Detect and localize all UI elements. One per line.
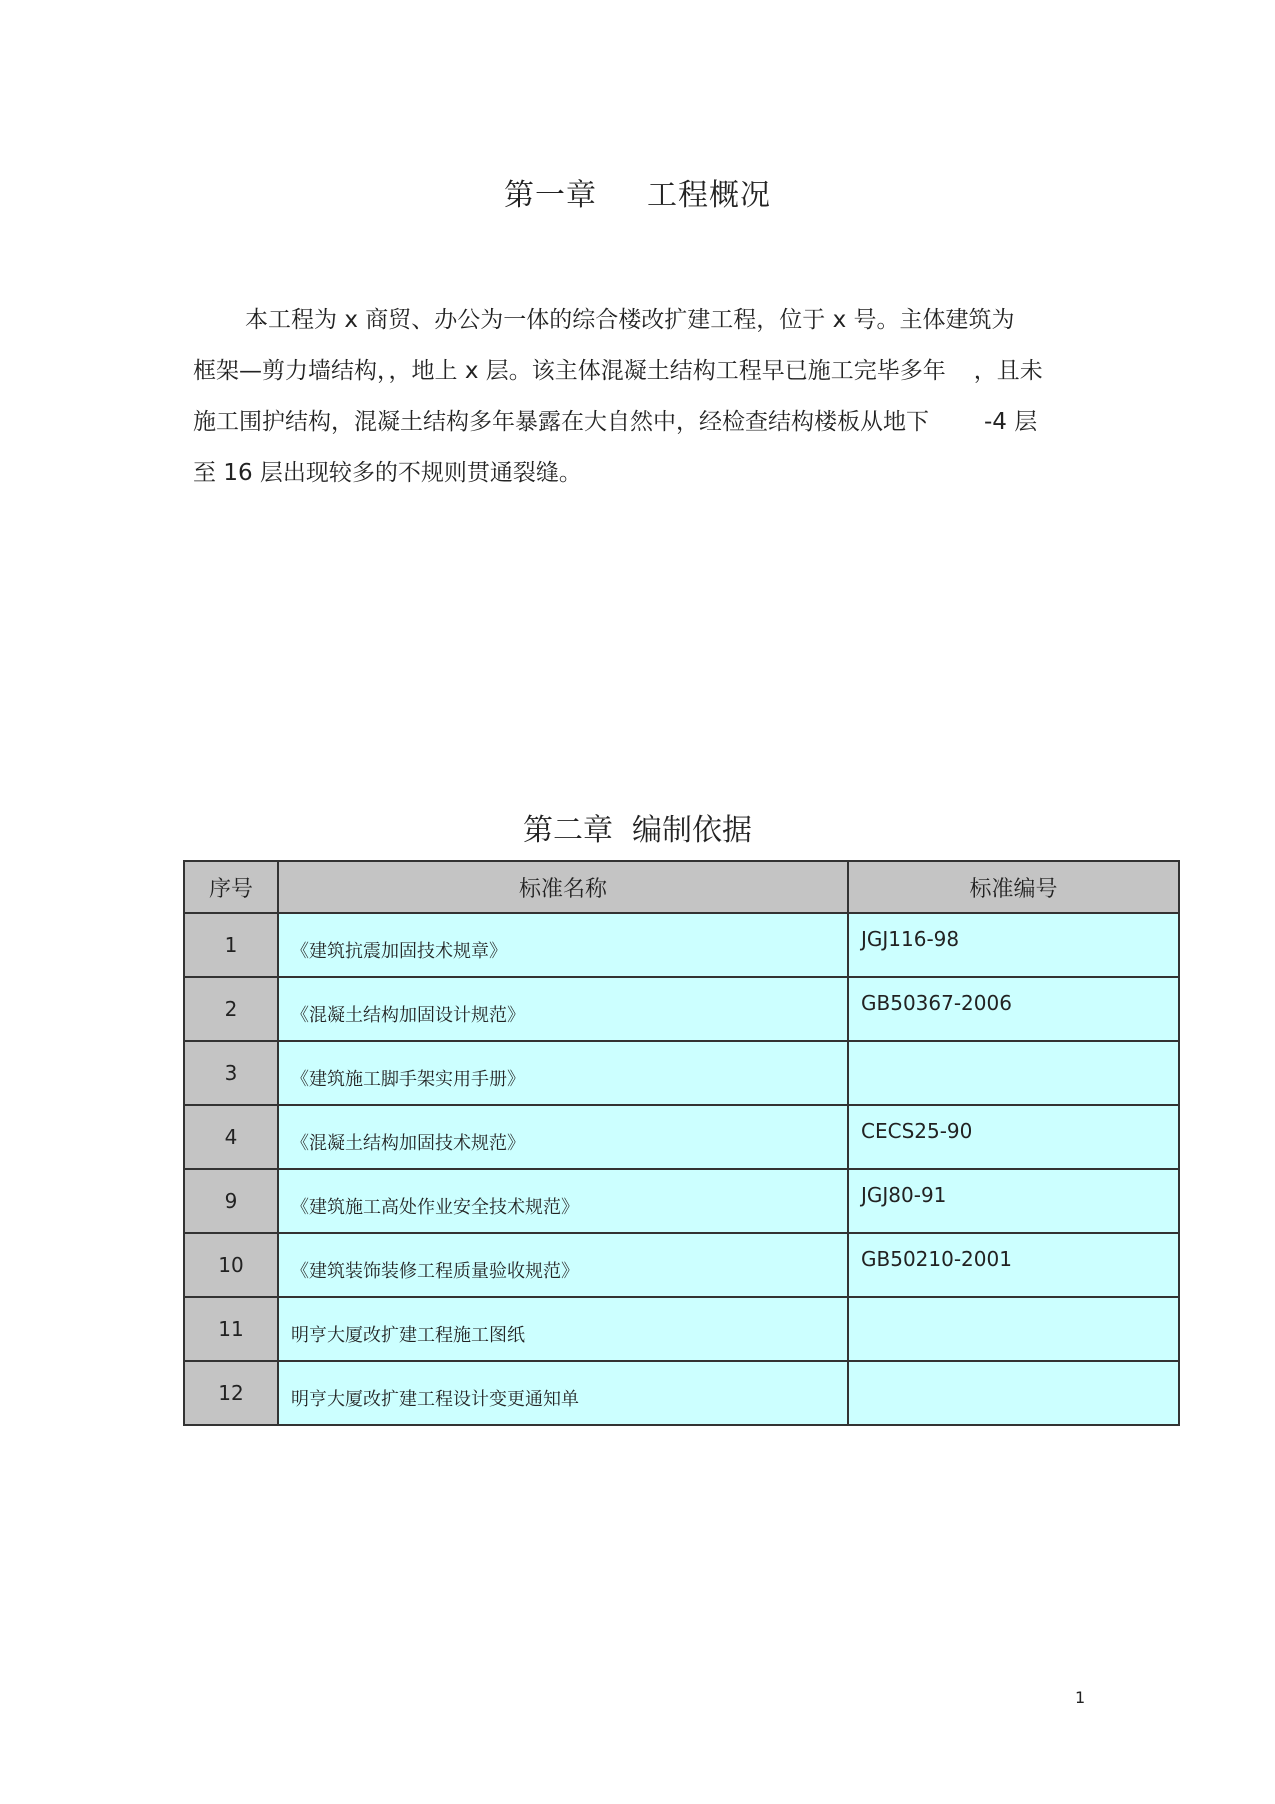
text-run: x <box>832 307 847 333</box>
table-row <box>184 1297 1179 1361</box>
text-run: x <box>464 358 479 384</box>
table-row <box>184 977 1179 1041</box>
intro-paragraph <box>193 295 1083 499</box>
row-name <box>278 1169 848 1233</box>
row-name-text: 《建筑施工高处作业安全技术规范》 <box>291 1197 579 1218</box>
row-name-text: 《混凝土结构加固设计规范》 <box>291 1005 525 1026</box>
row-seq: 10 <box>184 1233 278 1297</box>
chapter1-heading: 工程概况 <box>647 178 771 213</box>
table-row <box>184 1041 1179 1105</box>
row-code: JGJ80-91 <box>848 1169 1179 1233</box>
text-run: ，且未 <box>973 358 1043 384</box>
standards-table <box>183 860 1180 1426</box>
row-code <box>848 1297 1179 1361</box>
header-name: 标准名称 <box>278 861 848 913</box>
chapter1-label: 第一章 <box>504 178 597 213</box>
text-run: 层出现较多的不规则贯通裂缝。 <box>252 460 582 486</box>
intro-line-1 <box>193 295 1083 346</box>
text-run: x <box>344 307 358 333</box>
text-run: 层 <box>1006 409 1038 435</box>
table-header-row <box>184 861 1179 913</box>
text-run: 至 <box>193 460 224 486</box>
intro-line-3 <box>193 397 1083 448</box>
header-code: 标准编号 <box>848 861 1179 913</box>
row-name-text: 《建筑施工脚手架实用手册》 <box>291 1069 525 1090</box>
table-row <box>184 1361 1179 1425</box>
row-code <box>848 1041 1179 1105</box>
chapter1-title <box>0 170 1275 214</box>
row-name-text: 《建筑抗震加固技术规章》 <box>291 941 507 962</box>
row-seq: 1 <box>184 913 278 977</box>
row-name-text: 《混凝土结构加固技术规范》 <box>291 1133 525 1154</box>
row-name-text: 明亨大厦改扩建工程设计变更通知单 <box>291 1389 579 1410</box>
row-code <box>848 1361 1179 1425</box>
row-code: GB50210-2001 <box>848 1233 1179 1297</box>
row-code: GB50367-2006 <box>848 977 1179 1041</box>
row-seq: 9 <box>184 1169 278 1233</box>
table-row <box>184 1105 1179 1169</box>
row-name <box>278 1105 848 1169</box>
row-name <box>278 1297 848 1361</box>
header-seq: 序号 <box>184 861 278 913</box>
row-name-text: 明亨大厦改扩建工程施工图纸 <box>291 1325 525 1346</box>
row-name <box>278 913 848 977</box>
page-number: 1 <box>1075 1688 1086 1707</box>
text-run: 框架—剪力墙结构，，地上 <box>193 358 465 384</box>
row-code: JGJ116-98 <box>848 913 1179 977</box>
text-run: 号。主体建筑为 <box>846 307 1015 333</box>
row-seq: 2 <box>184 977 278 1041</box>
row-code: CECS25-90 <box>848 1105 1179 1169</box>
text-run: -4 <box>984 409 1007 435</box>
row-name <box>278 1361 848 1425</box>
row-seq: 4 <box>184 1105 278 1169</box>
row-name <box>278 1233 848 1297</box>
text-run: 商贸、办公为一体的综合楼改扩建工程，位于 <box>357 307 833 333</box>
row-seq: 11 <box>184 1297 278 1361</box>
row-seq: 3 <box>184 1041 278 1105</box>
intro-line-2 <box>193 346 1083 397</box>
chapter2-title: 第二章 编制依据 <box>522 813 753 848</box>
text-run: 层。该主体混凝土结构工程早已施工完毕多年 <box>478 358 946 384</box>
table-row <box>184 913 1179 977</box>
row-seq: 12 <box>184 1361 278 1425</box>
table-row <box>184 1169 1179 1233</box>
table-row <box>184 1233 1179 1297</box>
intro-line-4 <box>193 448 1083 499</box>
row-name <box>278 977 848 1041</box>
text-run: 16 <box>223 460 253 486</box>
row-name <box>278 1041 848 1105</box>
text-run: 本工程为 <box>245 307 345 333</box>
row-name-text: 《建筑装饰装修工程质量验收规范》 <box>291 1261 579 1282</box>
text-run: 施工围护结构，混凝土结构多年暴露在大自然中，经检查结构楼板从地下 <box>193 409 929 435</box>
